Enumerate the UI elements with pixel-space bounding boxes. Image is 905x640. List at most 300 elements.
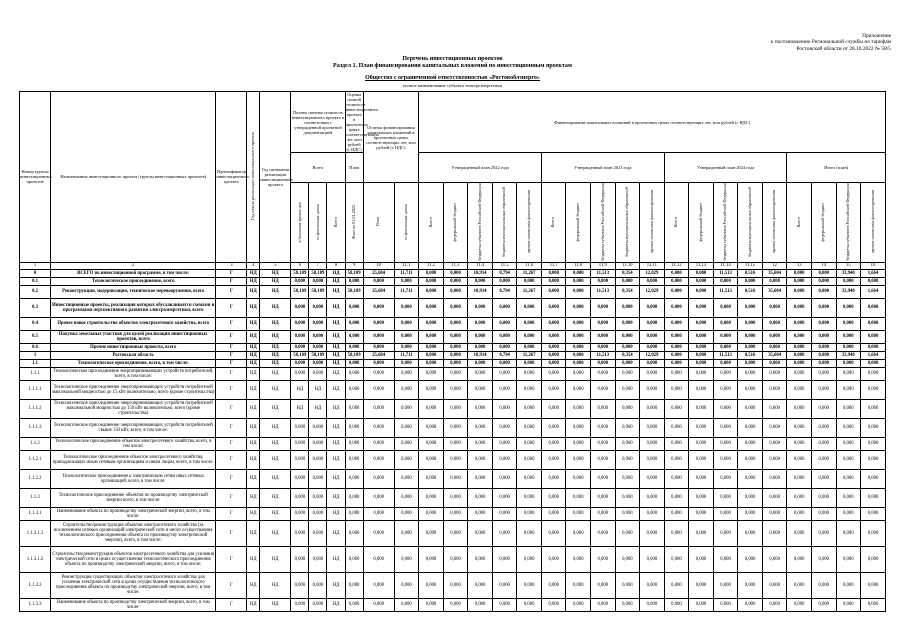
row-value: 0,000 xyxy=(443,507,468,520)
row-value: 0,000 xyxy=(713,399,738,418)
column-number: 8 xyxy=(327,262,345,269)
row-value: 0,000 xyxy=(363,418,394,437)
row-value: 0,000 xyxy=(309,359,327,367)
table-row xyxy=(20,520,886,546)
row-value: 0,000 xyxy=(836,418,861,437)
row-value: 0,000 xyxy=(394,437,419,450)
row-value: 0,000 xyxy=(713,507,738,520)
row-value: 0,000 xyxy=(394,507,419,520)
row-value: 0,000 xyxy=(363,507,394,520)
row-value: 1,664 xyxy=(861,285,886,298)
row-value: 0,000 xyxy=(541,380,566,399)
row-value: 0,000 xyxy=(443,572,468,598)
row-value: 0,000 xyxy=(566,469,591,488)
row-value: 0,000 xyxy=(291,546,309,572)
row-value: 0,000 xyxy=(738,520,763,546)
row-number: 1.1.1.3 xyxy=(20,418,51,437)
row-id: Г xyxy=(216,359,247,367)
row-value: 0,000 xyxy=(541,298,566,317)
row-year-start: НД xyxy=(247,450,260,469)
row-value: 11,513 xyxy=(713,285,738,298)
row-value: 0,000 xyxy=(517,330,542,343)
row-value: 0,000 xyxy=(787,343,812,351)
row-value: 0,000 xyxy=(615,418,640,437)
row-number: 1.1.3.1 xyxy=(20,507,51,520)
row-year-end: НД xyxy=(260,450,291,469)
row-value: 0,000 xyxy=(591,317,616,330)
row-value: 0,000 xyxy=(394,488,419,507)
row-number: 0.4 xyxy=(20,317,51,330)
row-value: 0,000 xyxy=(591,469,616,488)
row-value: 0,000 xyxy=(640,488,665,507)
row-value: 0,000 xyxy=(713,330,738,343)
row-value: 0,000 xyxy=(492,418,517,437)
row-number: 0.6 xyxy=(20,343,51,351)
row-value: НД xyxy=(309,380,327,399)
column-number: 2 xyxy=(51,262,216,269)
row-year-end: НД xyxy=(260,330,291,343)
column-number: 14 xyxy=(811,262,836,269)
row-value: 0,000 xyxy=(861,572,886,598)
row-value: 0,000 xyxy=(468,507,493,520)
row-value: 0,000 xyxy=(689,351,714,359)
header-sub-7: Всего xyxy=(419,183,444,263)
row-value: 0,000 xyxy=(640,418,665,437)
row-value: 0,000 xyxy=(787,418,812,437)
row-value: 0,000 xyxy=(615,572,640,598)
row-value: НД xyxy=(327,520,345,546)
row-value: 0,000 xyxy=(861,520,886,546)
row-value: 0,000 xyxy=(664,469,689,488)
row-value: 0,000 xyxy=(541,469,566,488)
row-value: 0,000 xyxy=(291,367,309,380)
table-row xyxy=(20,351,886,359)
header-sub-3: Всего xyxy=(327,183,345,263)
row-number: 1.1.3.1.1 xyxy=(20,520,51,546)
row-name: Прочие инвестиционные проекты, всего xyxy=(51,343,216,351)
row-value: 0,000 xyxy=(566,520,591,546)
row-value: 0,000 xyxy=(836,488,861,507)
row-value: 0,000 xyxy=(591,507,616,520)
row-value: 0,000 xyxy=(762,367,787,380)
row-value: 0,000 xyxy=(640,277,665,285)
column-number: 11.5 xyxy=(492,262,517,269)
header-name: Наименование инвестиционного проекта (группы инвестиционных проектов) xyxy=(51,92,216,263)
row-year-end: НД xyxy=(260,546,291,572)
row-value: 0,000 xyxy=(738,317,763,330)
row-number: 1.1.3.2 xyxy=(20,572,51,598)
row-value: 0,000 xyxy=(811,418,836,437)
row-value: 0,000 xyxy=(591,367,616,380)
row-value: 0,000 xyxy=(861,469,886,488)
column-number: 11.12 xyxy=(664,262,689,269)
row-value: 0,000 xyxy=(492,488,517,507)
row-value: 0,000 xyxy=(811,269,836,277)
row-value: 0,000 xyxy=(787,546,812,572)
row-value: 0,000 xyxy=(664,298,689,317)
row-value: 0,000 xyxy=(811,367,836,380)
row-value: 0,000 xyxy=(738,399,763,418)
row-value: НД xyxy=(327,351,345,359)
row-value: 0,000 xyxy=(492,469,517,488)
row-value: 0,000 xyxy=(713,488,738,507)
row-value: 0,000 xyxy=(309,572,327,598)
row-value: 0,000 xyxy=(541,450,566,469)
row-year-start: НД xyxy=(247,469,260,488)
row-number: 1 xyxy=(20,351,51,359)
row-value: 0,000 xyxy=(811,317,836,330)
row-value: 0,000 xyxy=(363,399,394,418)
row-id: Г xyxy=(216,269,247,277)
row-value: 0,000 xyxy=(566,437,591,450)
row-value: 0,000 xyxy=(492,507,517,520)
row-value: 0,000 xyxy=(762,488,787,507)
row-number: 0.3 xyxy=(20,298,51,317)
row-value: 0,000 xyxy=(664,450,689,469)
row-value: 0,000 xyxy=(664,488,689,507)
row-value: 0,000 xyxy=(738,507,763,520)
row-value: 0,000 xyxy=(861,437,886,450)
row-value: НД xyxy=(327,317,345,330)
row-value: 0,000 xyxy=(345,359,363,367)
appendix-line-1: Приложение xyxy=(862,33,891,39)
table-row xyxy=(20,418,886,437)
row-value: 0,000 xyxy=(591,546,616,572)
row-value: 0,000 xyxy=(419,598,444,611)
row-value: 0,000 xyxy=(738,343,763,351)
row-value: 0,000 xyxy=(811,298,836,317)
row-value: 0,000 xyxy=(309,469,327,488)
row-year-end: НД xyxy=(260,351,291,359)
row-id: Г xyxy=(216,367,247,380)
row-value: 0,000 xyxy=(492,598,517,611)
row-value: 0,000 xyxy=(836,359,861,367)
row-value: 0,000 xyxy=(787,598,812,611)
row-year-start: НД xyxy=(247,572,260,598)
row-value: 0,000 xyxy=(713,418,738,437)
row-value: 0,000 xyxy=(468,546,493,572)
row-year-end: НД xyxy=(260,488,291,507)
row-value: 0,000 xyxy=(787,488,812,507)
row-value: 0,000 xyxy=(541,359,566,367)
row-value: 0,000 xyxy=(541,269,566,277)
row-value: 0,000 xyxy=(713,450,738,469)
row-value: 0,000 xyxy=(615,437,640,450)
row-value: 0,000 xyxy=(566,359,591,367)
row-value: 0,000 xyxy=(419,399,444,418)
row-value: 0,000 xyxy=(836,437,861,450)
row-value: 0,000 xyxy=(291,450,309,469)
row-value: 0,000 xyxy=(787,317,812,330)
row-value: 0,000 xyxy=(291,359,309,367)
row-year-start: НД xyxy=(247,367,260,380)
column-number: 7 xyxy=(309,262,327,269)
row-year-start: НД xyxy=(247,546,260,572)
row-year-start: НД xyxy=(247,380,260,399)
row-value: 0,000 xyxy=(345,598,363,611)
row-value: 0,000 xyxy=(419,572,444,598)
row-value: 0,000 xyxy=(615,488,640,507)
row-value: 0,000 xyxy=(419,507,444,520)
row-value: 0,000 xyxy=(689,359,714,367)
row-value: 0,000 xyxy=(566,399,591,418)
row-value: НД xyxy=(327,269,345,277)
row-value: 0,000 xyxy=(762,330,787,343)
row-year-end: НД xyxy=(260,269,291,277)
row-year-end: НД xyxy=(260,298,291,317)
column-number: 1 xyxy=(20,262,51,269)
header-sub-20: бюджеты муниципальных образований xyxy=(738,183,763,263)
row-value: 25,684 xyxy=(363,269,394,277)
header-sub-16: прочие источники финансирования xyxy=(640,183,665,263)
row-value: 0,000 xyxy=(713,277,738,285)
row-value: 0,000 xyxy=(419,469,444,488)
row-value: 0,000 xyxy=(291,317,309,330)
row-value: 0,000 xyxy=(394,399,419,418)
row-value: 0,000 xyxy=(363,277,394,285)
row-value: 0,000 xyxy=(640,330,665,343)
row-value: 0,000 xyxy=(517,520,542,546)
row-name: Ростовская область xyxy=(51,351,216,359)
row-value: 0,000 xyxy=(566,488,591,507)
row-value: НД xyxy=(327,507,345,520)
row-year-start: НД xyxy=(247,488,260,507)
row-value: 0,000 xyxy=(443,269,468,277)
row-year-end: НД xyxy=(260,367,291,380)
row-value: 0,000 xyxy=(492,330,517,343)
row-value: 1,664 xyxy=(861,269,886,277)
row-name: Технологическое присоединение энергопринимающих устройств потребителей свыше 150 кВт, всего, в том числе: xyxy=(51,418,216,437)
row-value: 0,000 xyxy=(291,277,309,285)
column-number: 11.14 xyxy=(713,262,738,269)
row-year-end: НД xyxy=(260,437,291,450)
row-value: 0,000 xyxy=(517,298,542,317)
row-value: 0,000 xyxy=(566,598,591,611)
row-value: 0,000 xyxy=(762,437,787,450)
row-name: Строительство/реконструкция объектов электросетевого хозяйства (за исключением сетевых организаций электрической сети и иного осуществления технологического присоединения объекта по производству электрической энергии), всего, в том числе: xyxy=(51,520,216,546)
row-value: 0,000 xyxy=(836,598,861,611)
row-value: 0,000 xyxy=(566,277,591,285)
row-year-end: НД xyxy=(260,317,291,330)
row-name: Строительство/реконструкция объектов электросетевого хозяйства для усиления электрической сети в целях осуществления технологического присоединения объекта по производству электрической энергии, всего, в том числе: xyxy=(51,546,216,572)
row-value: 0,000 xyxy=(492,298,517,317)
row-value: 0,000 xyxy=(443,351,468,359)
section-title: Раздел 1. План финансирования капитальных вложений по инвестиционным проектам xyxy=(333,63,572,69)
row-year-start: НД xyxy=(247,520,260,546)
row-value: 0,000 xyxy=(345,437,363,450)
row-value: 0,000 xyxy=(591,330,616,343)
row-value: 0,000 xyxy=(309,488,327,507)
row-value: 0,000 xyxy=(640,298,665,317)
row-value: 0,000 xyxy=(664,277,689,285)
row-value: 0,000 xyxy=(664,520,689,546)
row-value: 0,000 xyxy=(566,546,591,572)
row-value: 0,000 xyxy=(664,598,689,611)
row-value: 0,000 xyxy=(309,507,327,520)
column-number: 16 xyxy=(861,262,886,269)
row-value: 0,000 xyxy=(762,469,787,488)
row-value: 0,000 xyxy=(541,317,566,330)
table-row xyxy=(20,488,886,507)
row-value: 0,000 xyxy=(689,277,714,285)
row-id: Г xyxy=(216,399,247,418)
row-value: 0,000 xyxy=(713,343,738,351)
row-value: 0,000 xyxy=(591,380,616,399)
header-plan-2023: Утвержденный план 2023 года xyxy=(541,153,664,183)
column-number: 11.6 xyxy=(517,262,542,269)
row-value: 0,000 xyxy=(394,469,419,488)
row-id: Г xyxy=(216,520,247,546)
row-value: 0,000 xyxy=(861,546,886,572)
row-value: НД xyxy=(327,399,345,418)
row-value: 0,000 xyxy=(468,469,493,488)
row-value: 0,000 xyxy=(345,418,363,437)
row-value: 0,000 xyxy=(640,469,665,488)
row-value: 0,000 xyxy=(689,343,714,351)
row-value: НД xyxy=(327,277,345,285)
row-value: 0,000 xyxy=(787,298,812,317)
header-sub-9: бюджеты субъектов Российской Федерации xyxy=(468,183,493,263)
header-cost-full: Полная сметная стоимость инвестиционного проекта в соответствии с утвержденной проектной документацией xyxy=(291,92,345,153)
table-row xyxy=(20,359,886,367)
row-value: 58,109 xyxy=(291,351,309,359)
row-year-start: НД xyxy=(247,507,260,520)
row-value: 0,000 xyxy=(468,298,493,317)
row-value: 0,000 xyxy=(492,343,517,351)
row-value: 0,000 xyxy=(345,450,363,469)
row-value: 0,000 xyxy=(591,520,616,546)
header-id: Идентификатор инвестиционного проекта xyxy=(216,92,247,263)
row-value: 0,000 xyxy=(861,330,886,343)
row-value: 0,000 xyxy=(468,488,493,507)
row-value: 0,000 xyxy=(443,317,468,330)
row-value: 12,029 xyxy=(640,285,665,298)
row-value: 0,000 xyxy=(664,399,689,418)
row-id: Г xyxy=(216,330,247,343)
row-value: 0,000 xyxy=(419,520,444,546)
row-value: НД xyxy=(327,488,345,507)
row-value: 0,000 xyxy=(811,437,836,450)
row-value: 0,794 xyxy=(492,285,517,298)
row-value: 0,000 xyxy=(615,317,640,330)
row-id: Г xyxy=(216,507,247,520)
row-value: 0,000 xyxy=(443,546,468,572)
row-value: 0,000 xyxy=(363,317,394,330)
row-value: 0,000 xyxy=(468,418,493,437)
row-value: 0,000 xyxy=(689,285,714,298)
row-value: 0,000 xyxy=(517,367,542,380)
row-value: 0,000 xyxy=(492,437,517,450)
row-value: 0,000 xyxy=(394,598,419,611)
row-value: 0,000 xyxy=(713,380,738,399)
row-value: 0,000 xyxy=(566,367,591,380)
row-value: 0,000 xyxy=(762,380,787,399)
row-value: 0,000 xyxy=(394,418,419,437)
row-value: 33,940 xyxy=(836,269,861,277)
row-value: 0,000 xyxy=(443,418,468,437)
row-value: 0,000 xyxy=(787,399,812,418)
row-value: 0,000 xyxy=(591,437,616,450)
row-year-end: НД xyxy=(260,277,291,285)
row-value: 0,000 xyxy=(443,330,468,343)
row-value: 11,267 xyxy=(517,269,542,277)
column-number: 15 xyxy=(836,262,861,269)
row-value: 0,000 xyxy=(541,507,566,520)
column-number: 11.8 xyxy=(566,262,591,269)
row-value: 0,000 xyxy=(468,399,493,418)
row-value: 0,000 xyxy=(394,367,419,380)
row-value: 0,000 xyxy=(615,469,640,488)
row-value: 0,000 xyxy=(640,598,665,611)
header-sub-6: в прогнозных ценах xyxy=(394,183,419,263)
row-value: 0,000 xyxy=(664,269,689,277)
row-value: 0,000 xyxy=(615,343,640,351)
header-sub-12: Всего xyxy=(541,183,566,263)
row-value: 0,000 xyxy=(541,437,566,450)
row-value: 0,000 xyxy=(468,317,493,330)
row-value: 0,000 xyxy=(689,298,714,317)
row-value: 0,000 xyxy=(664,351,689,359)
row-value: 0,000 xyxy=(566,351,591,359)
row-value: 0,000 xyxy=(291,572,309,598)
row-value: 0,000 xyxy=(861,450,886,469)
row-value: 0,000 xyxy=(419,343,444,351)
row-value: 0,000 xyxy=(713,469,738,488)
row-name: Технологическое присоединение объектов электросетевого хозяйства, всего, в том числе: xyxy=(51,437,216,450)
row-value: 0,000 xyxy=(615,277,640,285)
row-value: 0,000 xyxy=(689,399,714,418)
row-value: 0,000 xyxy=(394,330,419,343)
row-value: 0,000 xyxy=(363,330,394,343)
table-row xyxy=(20,298,886,317)
row-value: 0,000 xyxy=(345,546,363,572)
row-value: 0,000 xyxy=(811,520,836,546)
row-value: 0,000 xyxy=(640,450,665,469)
row-value: 0,000 xyxy=(419,298,444,317)
row-value: 0,000 xyxy=(468,277,493,285)
row-value: 0,000 xyxy=(492,359,517,367)
row-value: 0,000 xyxy=(861,380,886,399)
row-value: 0,000 xyxy=(394,343,419,351)
row-value: 0,000 xyxy=(291,598,309,611)
row-value: 0,000 xyxy=(291,469,309,488)
row-value: 0,000 xyxy=(861,343,886,351)
row-value: 0,000 xyxy=(345,399,363,418)
row-value: 0,000 xyxy=(811,359,836,367)
table-row xyxy=(20,367,886,380)
column-number: 5 xyxy=(260,262,291,269)
row-value: 0,000 xyxy=(309,330,327,343)
row-value: 0,000 xyxy=(363,450,394,469)
column-number: 3 xyxy=(216,262,247,269)
row-value: 25,684 xyxy=(363,351,394,359)
row-value: 0,000 xyxy=(566,572,591,598)
row-value: 0,000 xyxy=(836,546,861,572)
row-value: 0,000 xyxy=(689,507,714,520)
row-value: НД xyxy=(327,469,345,488)
column-number: 10 xyxy=(363,262,394,269)
row-value: 0,000 xyxy=(713,317,738,330)
row-value: 0,000 xyxy=(291,520,309,546)
row-value: 11,711 xyxy=(394,269,419,277)
header-sub-18: федеральный бюджет xyxy=(689,183,714,263)
row-name: Технологическое присоединение энергопринимающих устройств потребителей, всего, в том числе: xyxy=(51,367,216,380)
row-number: 0.1 xyxy=(20,277,51,285)
column-number: 11.15 xyxy=(738,262,763,269)
row-value: 0,000 xyxy=(468,598,493,611)
row-value: 0,000 xyxy=(615,450,640,469)
row-value: 0,000 xyxy=(291,507,309,520)
